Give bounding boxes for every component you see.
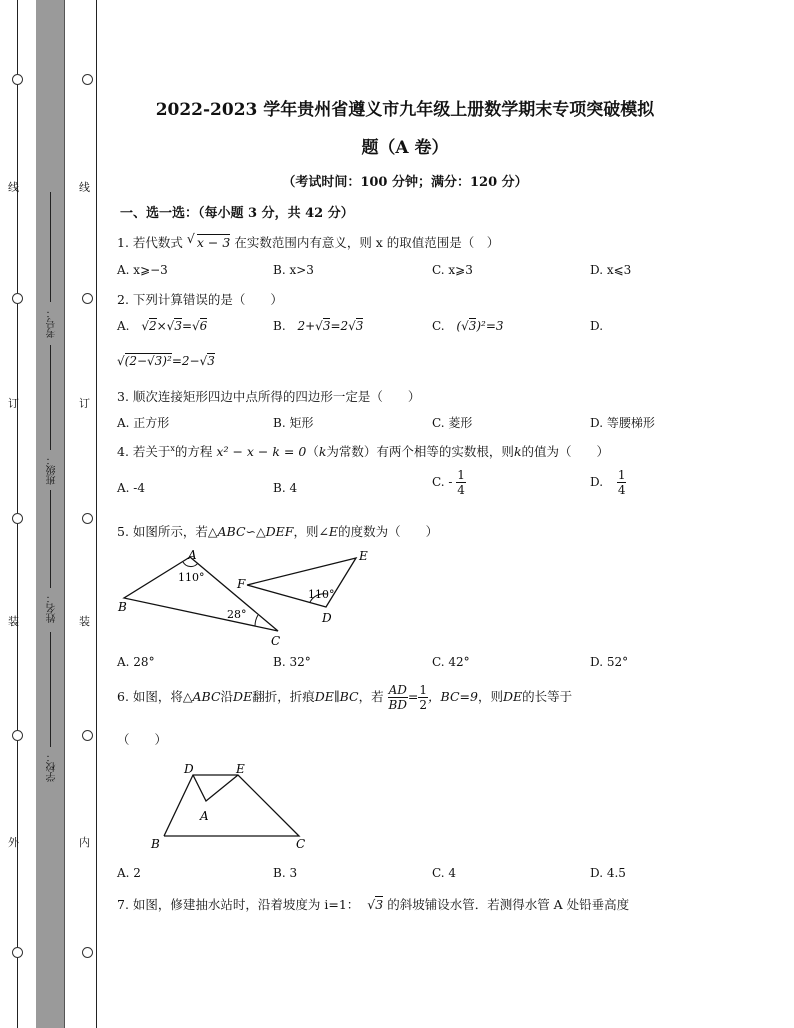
binding-hole	[12, 513, 23, 524]
q2-option-d[interactable]: D.	[590, 319, 604, 333]
q6-option-a[interactable]: A. 2	[117, 866, 141, 880]
q5-angle-d: 110°	[308, 588, 335, 601]
q6-label-a: A	[200, 809, 209, 823]
margin-mark-line: 线	[79, 181, 90, 194]
q2-option-b[interactable]: B. 2+√3=2√3	[273, 319, 364, 333]
q5-label-d: D	[322, 611, 332, 625]
field-name-label: 姓名：	[47, 593, 58, 623]
q5-label-f: F	[237, 577, 246, 591]
q3-option-c[interactable]: C. 菱形	[432, 416, 473, 430]
q3-option-a[interactable]: A. 正方形	[117, 416, 170, 430]
field-exam-number-label: 考号：	[47, 308, 58, 338]
q5-option-d[interactable]: D. 52°	[590, 655, 629, 669]
field-exam-number-underline[interactable]	[50, 192, 51, 302]
q6-option-d[interactable]: D. 4.5	[590, 866, 626, 880]
margin-mark-outside: 外	[8, 836, 19, 849]
q5-label-b: B	[118, 600, 127, 614]
question-7-stem: 7. 如图，修建抽水站时，沿着坡度为 i=1： √3 的斜坡铺设水管．若测得水管 A 处铅垂高度	[117, 897, 630, 912]
q4-option-d[interactable]: D. $\frac{1}{4}$	[590, 468, 626, 497]
q5-option-a[interactable]: A. 28°	[117, 655, 155, 669]
binding-hole	[12, 730, 23, 741]
question-2-stem: 2. 下列计算错误的是（ ）	[117, 292, 283, 307]
binding-hole	[82, 947, 93, 958]
q6-figure	[140, 758, 320, 853]
q5-figure	[110, 545, 380, 650]
q4-option-c[interactable]: C. - $\frac{1}{4}$	[432, 468, 465, 497]
binding-hole	[12, 293, 23, 304]
section-heading: 一、选一选：（每小题 3 分，共 42 分）	[120, 206, 354, 221]
field-school-label: 学校：	[47, 752, 58, 782]
q2-option-d-expr: √(2−√3)²=2−√3	[117, 354, 215, 368]
question-1-stem: 1. 若代数式 √ x − 3 在实数范围内有意义，则 x 的取值范围是（ ）	[117, 231, 500, 250]
question-6-paren: （ ）	[117, 732, 168, 747]
margin-mark-inside: 内	[79, 836, 90, 849]
q2-option-a[interactable]: A. √2×√3=√6	[117, 319, 208, 333]
field-class-label: 班级：	[47, 455, 58, 485]
q6-label-b: B	[151, 837, 160, 851]
q1-option-c[interactable]: C. x⩾3	[432, 263, 473, 277]
q5-angle-c: 28°	[227, 608, 247, 621]
q1-option-d[interactable]: D. x⩽3	[590, 263, 632, 277]
margin-line-inner	[96, 0, 97, 1028]
q5-label-e: E	[359, 549, 368, 563]
q1-option-b[interactable]: B. x>3	[273, 263, 314, 277]
margin-mark-bind: 订	[8, 397, 19, 410]
question-4-stem: 4. 若关于$^x$的方程 x² − x − k = 0（k为常数）有两个相等的实数根，则k的值为（ ）	[117, 443, 610, 459]
binding-hole	[82, 730, 93, 741]
margin-mark-install: 装	[8, 615, 19, 628]
q3-option-b[interactable]: B. 矩形	[273, 416, 314, 430]
binding-hole	[82, 513, 93, 524]
q6-label-c: C	[296, 837, 306, 851]
q4-option-b[interactable]: B. 4	[273, 481, 298, 495]
margin-mark-bind: 订	[79, 397, 90, 410]
question-6-stem: 6. 如图，将△ABC沿DE翻折，折痕DE∥BC，若 $\frac{AD}{BD}$ = $\frac{1}{2}$ ，BC=9，则DE的长等于	[117, 683, 573, 712]
q5-label-c: C	[271, 634, 281, 648]
binding-hole	[12, 947, 23, 958]
binding-hole	[82, 74, 93, 85]
field-name-underline[interactable]	[50, 490, 51, 588]
q5-angle-a: 110°	[178, 571, 205, 584]
field-school-underline[interactable]	[50, 632, 51, 747]
q5-label-a: A	[188, 548, 197, 562]
q5-option-b[interactable]: B. 32°	[273, 655, 311, 669]
binding-hole	[12, 74, 23, 85]
q1-option-a[interactable]: A. x⩾−3	[117, 263, 168, 277]
exam-info: （考试时间：100 分钟；满分：120 分）	[282, 175, 528, 190]
binding-hole	[82, 293, 93, 304]
q3-option-d[interactable]: D. 等腰梯形	[590, 416, 655, 430]
q6-option-b[interactable]: B. 3	[273, 866, 298, 880]
margin-mark-install: 装	[79, 615, 90, 628]
q6-label-d: D	[184, 762, 194, 776]
q6-label-e: E	[236, 762, 245, 776]
margin-line-right	[64, 0, 65, 1028]
q5-option-c[interactable]: C. 42°	[432, 655, 470, 669]
field-class-underline[interactable]	[50, 345, 51, 450]
margin-mark-line: 线	[8, 181, 19, 194]
page-title: 2022-2023 学年贵州省遵义市九年级上册数学期末专项突破模拟	[155, 100, 655, 120]
q6-option-c[interactable]: C. 4	[432, 866, 457, 880]
question-3-stem: 3. 顺次连接矩形四边中点所得的四边形一定是（ ）	[117, 389, 421, 404]
question-5-stem: 5. 如图所示，若△ABC∽△DEF，则∠E的度数为（ ）	[117, 524, 439, 539]
page-title-cont: 题（A 卷）	[361, 138, 449, 158]
q2-option-c[interactable]: C. (√3)²=3	[432, 319, 504, 333]
q4-option-a[interactable]: A. -4	[117, 481, 145, 495]
